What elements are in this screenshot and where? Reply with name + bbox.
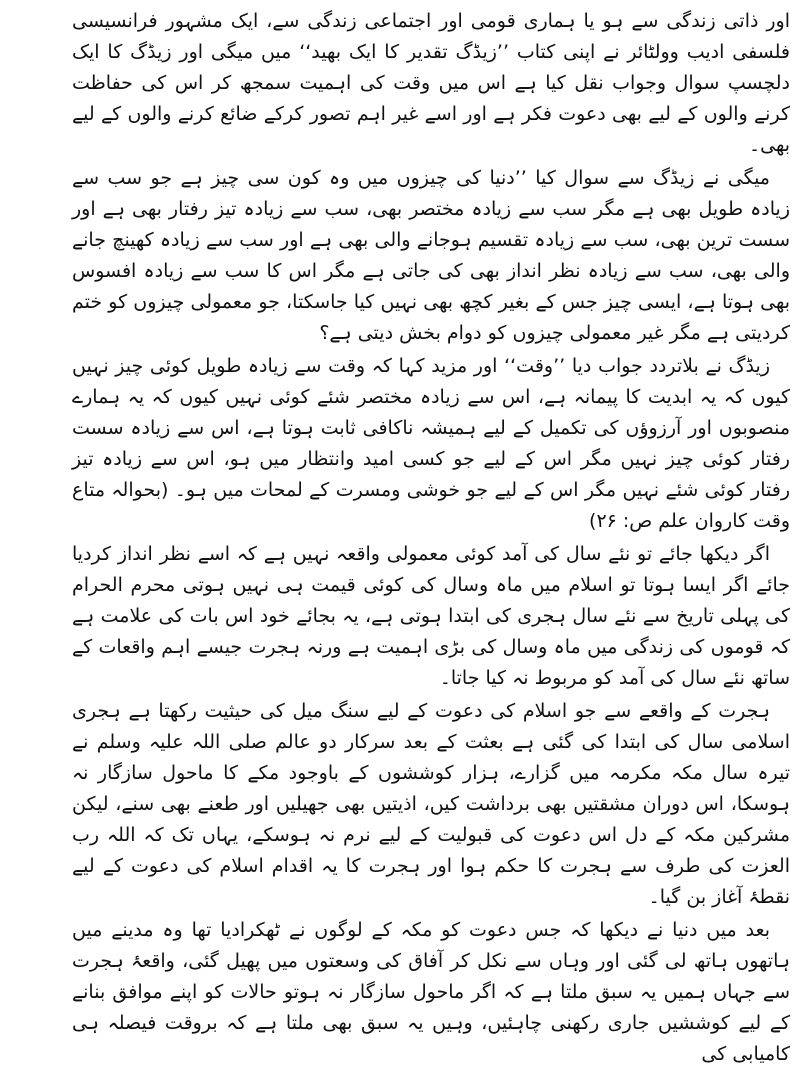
paragraph-2: میگی نے زیڈگ سے سوال کیا ’’دنیا کی چیزوں میں وہ کون سی چیز ہے جو سب سے زیادہ طویل بھی ہے مگر سب سے زیادہ مختصر بھی، سب سے زیادہ تیز رفتار بھی ہے اور سست ترین بھی، سب سے زیادہ تقسیم ہوجانے والی بھی ہے اور سب سے زیادہ کھینچ جانے والی بھی، سب سے زیادہ نظر انداز بھی کی جاتی ہے مگر اس کا سب سے زیادہ افسوس بھی ہوتا ہے، ایسی چیز جس کے بغیر کچھ بھی نہیں کیا جاسکتا، جو معمولی چیزوں کو ختم کردیتی ہے مگر غیر معمولی چیزوں کو دوام بخش دیتی ہے؟ — [72, 167, 790, 344]
paragraph-3: زیڈگ نے بلاتردد جواب دیا ’’وقت‘‘ اور مزید کہا کہ وقت سے زیادہ طویل کوئی چیز نہیں کیوں کہ یہ ابدیت کا پیمانہ ہے، اس سے زیادہ مختصر شئے کوئی نہیں کیوں کہ یہ ہمارے منصوبوں اور آرزوؤں کی تکمیل کے لیے ہمیشہ ناکافی ثابت ہوتا ہے، اس سے زیادہ سست رفتار کوئی چیز نہیں مگر اس کے لیے جو کسی امید وانتظار میں ہو، اس سے زیادہ تیز رفتار کوئی شئے نہیں مگر اس کے لیے جو خوشی ومسرت کے لمحات میں ہو۔ (بحوالہ متاع وقت کاروان علم ص: ۲۶) — [72, 355, 790, 532]
paragraph-5: ہجرت کے واقعے سے جو اسلام کی دعوت کے لیے سنگ میل کی حیثیت رکھتا ہے ہجری اسلامی سال کی ابتدا کی گئی ہے بعثت کے بعد سرکار دو عالم صلی اللہ علیہ وسلم نے تیرہ سال مکہ مکرمہ میں گزارے، ہزار کوششوں کے باوجود مکے کا ماحول سازگار نہ ہوسکا، اس دوران مشقتیں بھی برداشت کیں، اذیتیں بھی جھیلیں اور طعنے بھی سنے، لیکن مشرکین مکہ کے دل اس دعوت کی قبولیت کے لیے نرم نہ ہوسکے، یہاں تک کہ اللہ رب العزت کی طرف سے ہجرت کا حکم ہوا اور ہجرت کا یہ اقدام اسلام کی دعوت کے لیے نقطۂ آغاز بن گیا۔ — [72, 700, 790, 908]
article-body — [72, 6, 790, 1072]
paragraph-6: بعد میں دنیا نے دیکھا کہ جس دعوت کو مکہ کے لوگوں نے ٹھکرادیا تھا وہ مدینے میں ہاتھوں ہاتھ لی گئی اور وہاں سے نکل کر آفاق کی وسعتوں میں پھیل گئی، واقعۂ ہجرت سے جہاں ہمیں یہ سبق ملتا ہے کہ اگر ماحول سازگار نہ ہوتو حالات کو اپنے موافق بنانے کے لیے کوششیں جاری رکھنی چاہئیں، وہیں یہ سبق بھی ملتا ہے کہ بروقت فیصلہ ہی کامیابی کی — [72, 919, 790, 1065]
paragraph-4: اگر دیکھا جائے تو نئے سال کی آمد کوئی معمولی واقعہ نہیں ہے کہ اسے نظر انداز کردیا جائے اگر ایسا ہوتا تو اسلام میں ماہ وسال کی کوئی قیمت ہی نہیں ہوتی محرم الحرام کی پہلی تاریخ سے نئے سال ہجری کی ابتدا ہوتی ہے، یہ بجائے خود اس بات کی علامت ہے کہ قوموں کی زندگی میں ماہ وسال کی بڑی اہمیت ہے ورنہ ہجرت جیسے اہم واقعات کے ساتھ نئے سال کی آمد کو مربوط نہ کیا جاتا۔ — [72, 543, 790, 689]
paragraph-1: اور ذاتی زندگی سے ہو یا ہماری قومی اور اجتماعی زندگی سے، ایک مشہور فرانسیسی فلسفی ادیب وولٹائر نے اپنی کتاب ’’زیڈگ تقدیر کا ایک بھید‘‘ میں میگی اور زیڈگ کا ایک دلچسپ سوال وجواب نقل کیا ہے اس میں وقت کی اہمیت سمجھ کر اس کی حفاظت کرنے والوں کے لیے بھی دعوت فکر ہے اور اسے غیر اہم تصور کرکے ضائع کرنے والوں کے لیے بھی۔ — [72, 10, 790, 156]
